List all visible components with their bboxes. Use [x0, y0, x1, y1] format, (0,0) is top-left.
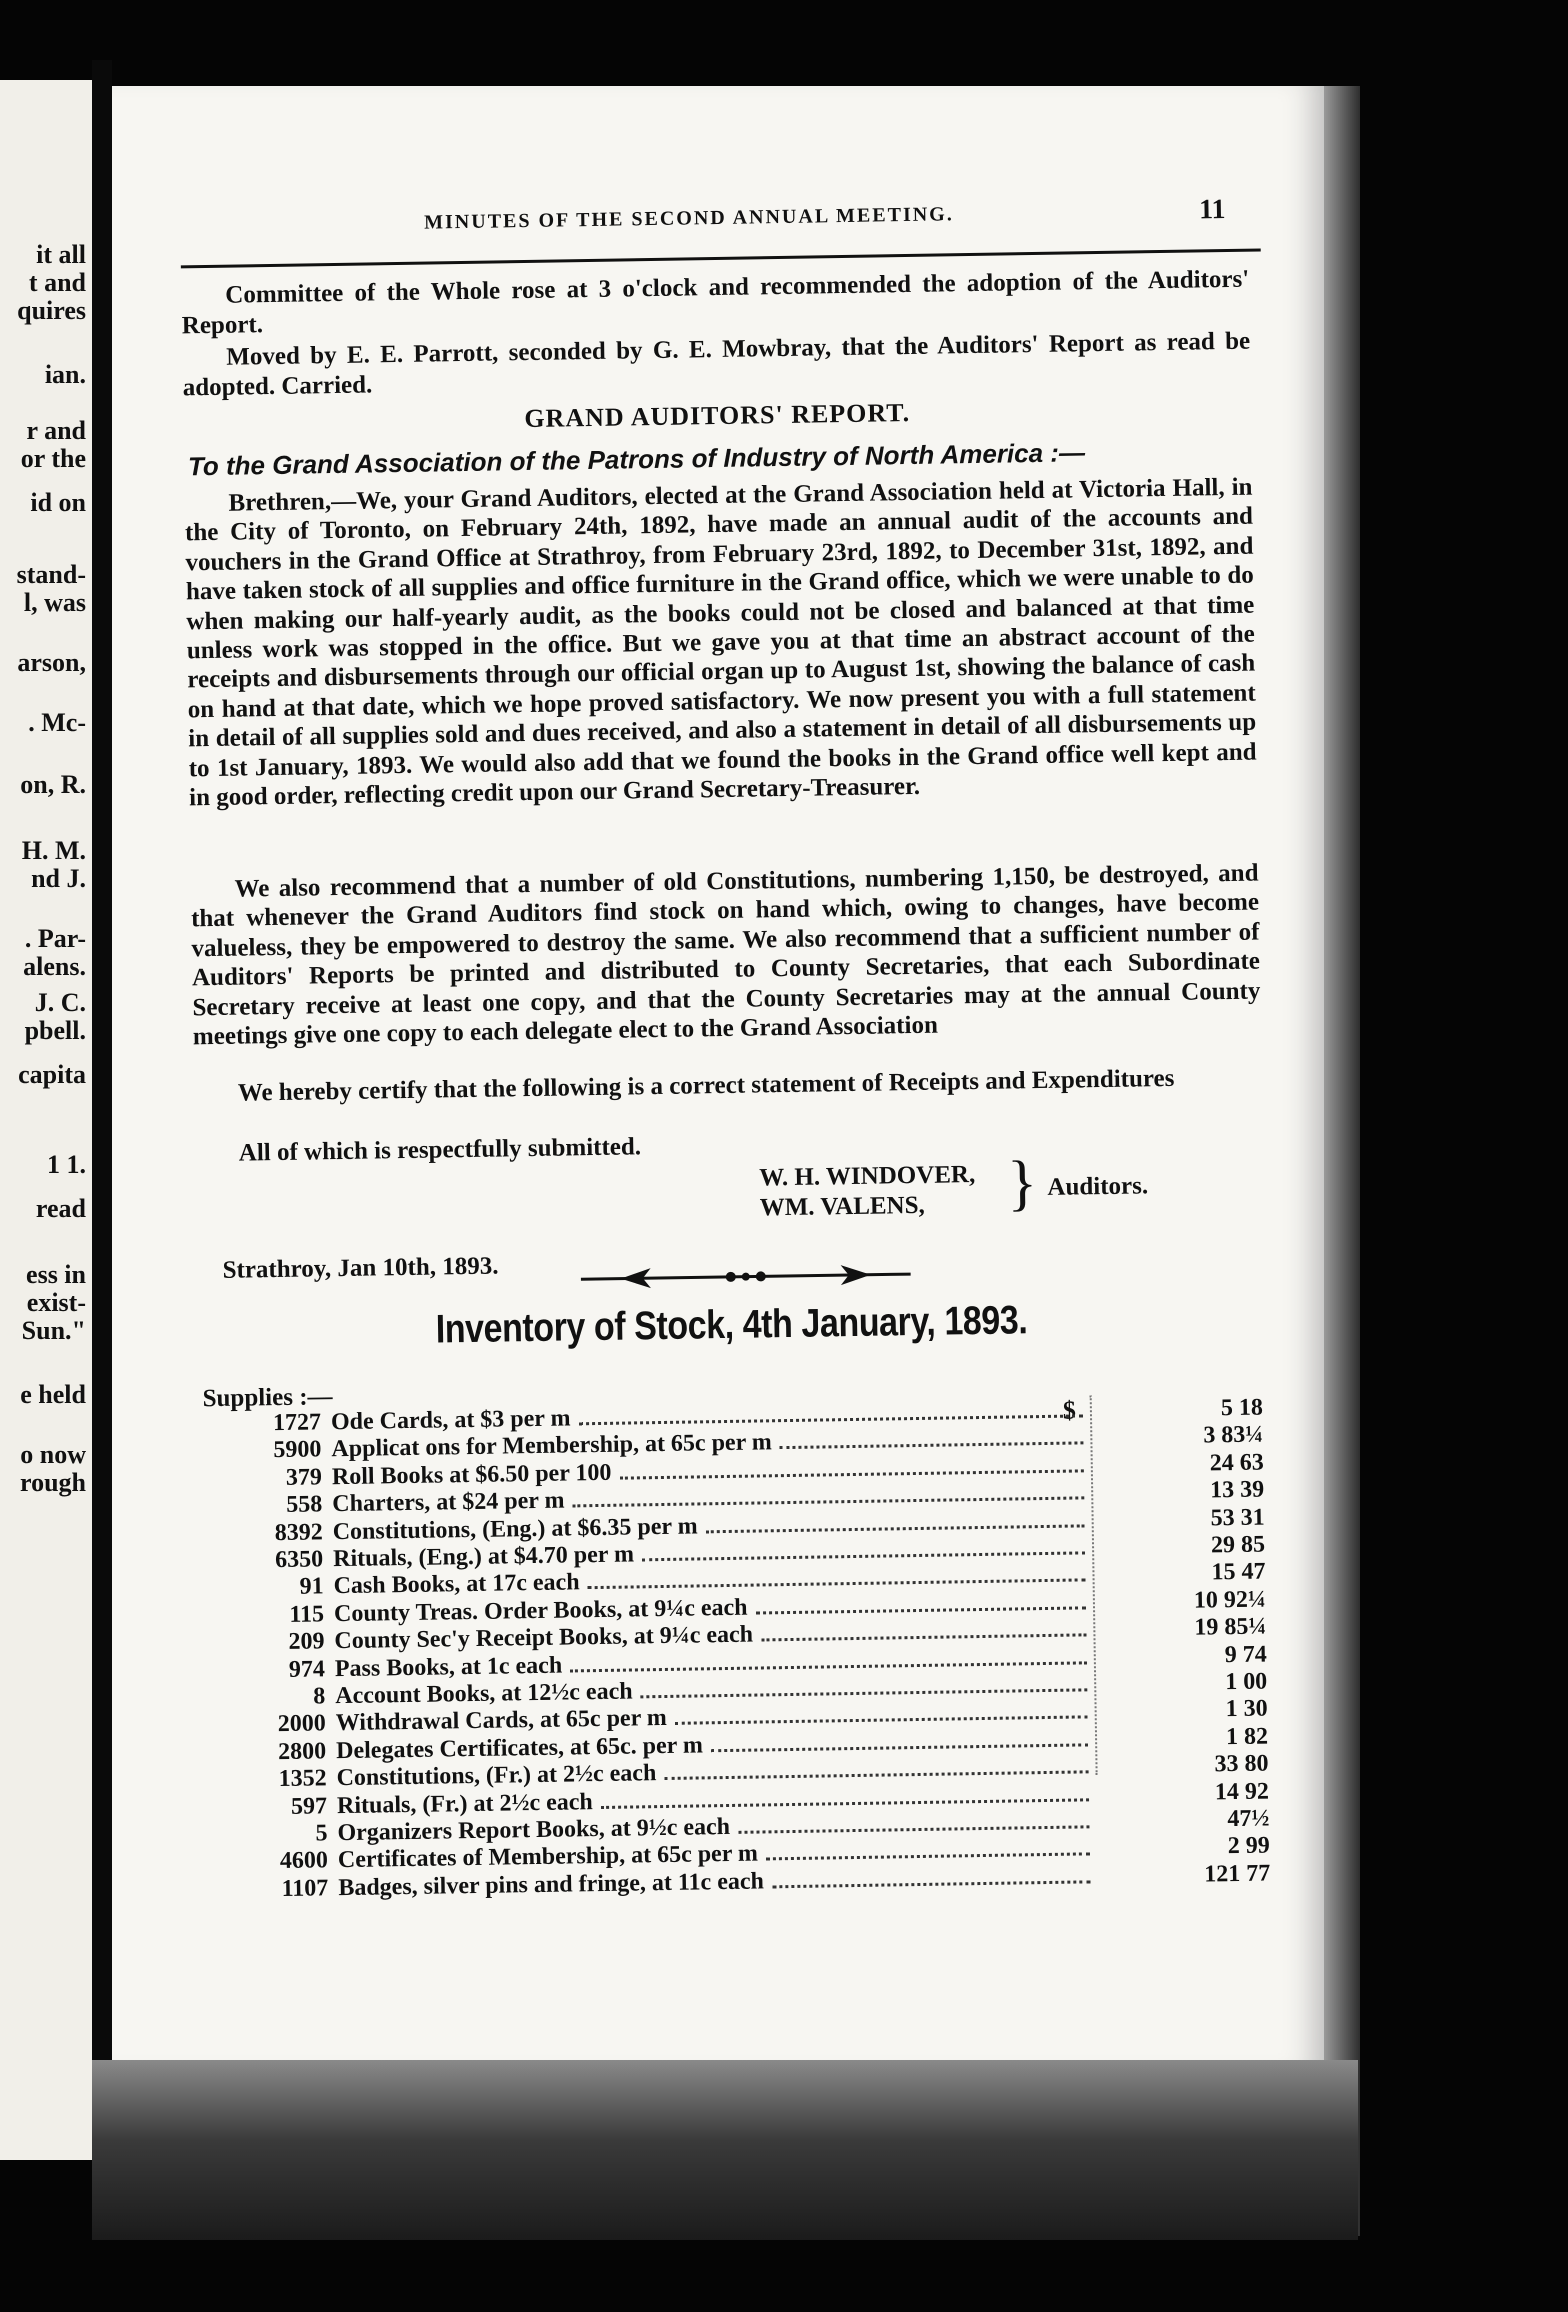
inventory-amount: 1 30: [1225, 1695, 1268, 1723]
inventory-qty: 115: [289, 1601, 325, 1628]
inventory-description: Certificates of Membership, at 65c per m: [337, 1840, 759, 1874]
left-page-text: l, was: [23, 588, 86, 617]
intro-paragraph-2: Moved by E. E. Parrott, seconded by G. E. Mowbray, that the Auditors' Report as read be adopted. Carried.: [182, 327, 1251, 402]
inventory-qty: 6350: [274, 1546, 324, 1574]
signature-brace: }: [1006, 1149, 1038, 1218]
left-page-text: or the: [20, 444, 86, 473]
inventory-qty: 5900: [273, 1436, 322, 1464]
inventory-amount: 29 85: [1210, 1531, 1266, 1559]
report-paragraph-4: All of which is respectfully submitted.: [238, 1133, 642, 1167]
left-page-text: quires: [17, 296, 86, 325]
inventory-amount: 53 31: [1210, 1504, 1265, 1531]
inventory-description: Badges, silver pins and fringe, at 11c each: [338, 1868, 765, 1901]
left-page-text: . Mc-: [28, 708, 86, 737]
inventory-amount: 24 63: [1209, 1449, 1264, 1477]
dot-leader: [772, 1880, 1090, 1888]
left-page-text: J. C.: [34, 988, 86, 1017]
inventory-amount: 121 77: [1204, 1860, 1271, 1888]
inventory-description: County Treas. Order Books, at 9¼c each: [333, 1594, 748, 1627]
inventory-amount: 5 18: [1220, 1394, 1264, 1422]
dot-leader: [675, 1716, 1088, 1725]
report-title: GRAND AUDITORS' REPORT.: [524, 397, 911, 434]
inventory-amount: 19 85¼: [1194, 1613, 1267, 1641]
left-page-text: read: [35, 1194, 86, 1223]
inventory-description: Pass Books, at 1c each: [334, 1652, 563, 1682]
dot-leader: [620, 1469, 1084, 1479]
page-edge: [1324, 86, 1360, 2236]
inventory-amount: 15 47: [1211, 1558, 1266, 1586]
inventory-description: Delegates Certificates, at 65c. per m: [335, 1732, 704, 1764]
left-page-text: it all: [36, 240, 86, 269]
inventory-description: Account Books, at 12½c each: [335, 1678, 633, 1710]
left-page-text: rough: [20, 1468, 86, 1497]
left-page-text: pbell.: [24, 1016, 86, 1045]
inventory-amount: 1 00: [1225, 1668, 1268, 1696]
dollar-sign: $: [1062, 1395, 1077, 1425]
left-page-text: Sun.": [21, 1316, 86, 1345]
page-bottom-edge: [92, 2060, 1358, 2240]
inventory-amount: 47½: [1227, 1805, 1270, 1833]
inventory-amount: 10 92¼: [1193, 1586, 1267, 1614]
inventory-qty: 2800: [277, 1738, 327, 1765]
left-page-text: capita: [18, 1060, 86, 1089]
left-page-text: arson,: [17, 648, 86, 677]
header-rule: [181, 248, 1261, 268]
left-page-fragment: [0, 80, 92, 2160]
inventory-qty: 5: [315, 1820, 328, 1847]
inventory-qty: 209: [288, 1628, 325, 1656]
document-page: [112, 86, 1324, 2066]
place-date: Strathroy, Jan 10th, 1893.: [222, 1252, 499, 1284]
intro-paragraph-1: Committee of the Whole rose at 3 o'clock and recommended the adoption of the Auditors' Report.: [181, 265, 1250, 340]
dot-leader: [570, 1661, 1087, 1672]
report-paragraph-2: We also recommend that a number of old Constitutions, numbering 1,150, be destroyed, and that whenever the Grand Auditors find stock on hand which, owing to changes, have become valueless, they be empowered to destroy the same. We also recommend that a sufficient number of Auditors' Reports be printed and distributed to County Secretaries, that each Subordinate Secretary receive at least one copy, and that the County Secretaries may at the annual County meetings give one copy to each delegate elect to the Grand Association: [190, 859, 1261, 1051]
inventory-description: Applicat ons for Membership, at 65c per m: [331, 1429, 773, 1463]
inventory-qty: 8392: [274, 1518, 323, 1546]
left-page-text: exist-: [26, 1288, 86, 1317]
inventory-qty: 2000: [277, 1710, 326, 1738]
dot-leader: [579, 1414, 1083, 1425]
left-page-text: on, R.: [20, 770, 86, 799]
inventory-amount: 9 74: [1224, 1641, 1267, 1668]
inventory-qty: 379: [285, 1464, 323, 1491]
left-page-text: id on: [30, 488, 86, 517]
inventory-qty: 8: [313, 1683, 326, 1710]
left-page-text: H. M.: [21, 836, 86, 865]
inventory-description: Rituals, (Eng.) at $4.70 per m: [332, 1541, 635, 1573]
inventory-description: Rituals, (Fr.) at 2½c each: [336, 1788, 593, 1819]
left-page-text: t and: [28, 268, 86, 297]
report-paragraph-3: We hereby certify that the following is a correct statement of Receipts and Expenditures: [237, 1064, 1175, 1107]
signatory-role: Auditors.: [1047, 1172, 1149, 1201]
inventory-amount: 33 80: [1214, 1750, 1269, 1778]
page-number: 11: [1198, 193, 1226, 226]
inventory-amount: 14 92: [1214, 1778, 1270, 1805]
inventory-description: Charters, at $24 per m: [332, 1487, 565, 1518]
inventory-description: Ode Cards, at $3 per m: [330, 1405, 571, 1436]
dot-leader: [642, 1551, 1085, 1561]
dot-leader: [572, 1497, 1084, 1508]
inventory-qty: 558: [286, 1491, 323, 1519]
inventory-qty: 597: [290, 1792, 328, 1820]
dot-leader: [706, 1524, 1085, 1533]
dot-leader: [738, 1825, 1089, 1834]
left-page-text: stand-: [16, 560, 86, 589]
dot-leader: [601, 1798, 1089, 1809]
dot-leader: [711, 1743, 1088, 1752]
ornamental-divider: [581, 1262, 911, 1291]
inventory-description: County Sec'y Receipt Books, at 9¼c each: [334, 1621, 754, 1655]
inventory-qty: 974: [288, 1655, 326, 1683]
inventory-description: Cash Books, at 17c each: [333, 1569, 580, 1600]
left-page-text: r and: [26, 416, 86, 445]
dot-leader: [665, 1771, 1089, 1781]
inventory-amount: 13 39: [1209, 1476, 1265, 1504]
left-page-text: o now: [20, 1440, 86, 1469]
book-gutter: [92, 60, 112, 2190]
dot-leader: [588, 1579, 1086, 1590]
inventory-qty: 91: [299, 1573, 324, 1601]
dot-leader: [761, 1634, 1086, 1642]
signatory-valens: WM. VALENS,: [759, 1191, 925, 1222]
inventory-amount: 1 82: [1225, 1723, 1269, 1750]
inventory-description: Constitutions, (Fr.) at 2½c each: [336, 1760, 657, 1792]
inventory-qty: 1107: [281, 1875, 329, 1902]
inventory-qty: 4600: [279, 1847, 329, 1875]
left-page-text: ess in: [26, 1260, 86, 1289]
inventory-description: Withdrawal Cards, at 65c per m: [335, 1705, 668, 1737]
dot-leader: [779, 1442, 1083, 1450]
inventory-description: Roll Books at $6.50 per 100: [331, 1459, 612, 1490]
dot-leader: [640, 1688, 1087, 1698]
report-address: To the Grand Association of the Patrons of Industry of North America :—: [187, 437, 1086, 482]
left-page-text: nd J.: [31, 864, 86, 893]
signatory-windover: W. H. WINDOVER,: [759, 1161, 976, 1192]
inventory-qty: 1727: [272, 1409, 322, 1437]
inventory-qty: 1352: [278, 1765, 327, 1793]
left-page-text: 1 1.: [47, 1150, 86, 1179]
dot-leader: [766, 1853, 1090, 1861]
left-page-text: . Par-: [24, 924, 86, 953]
report-paragraph-1: Brethren,—We, your Grand Auditors, elected at the Grand Association held at Victoria Hall, in the City of Toronto, on February 24th, 1892, have made an annual audit of the accounts and vouchers in the Grand Office at Strathroy, from February 23rd, 1892, to December 31st, 1892, and have taken stock of all supplies and office furniture in the Grand office, which we were unable to do when making our half-yearly audit, as the books could not be closed and balanced at that time unless work was stopped in the office. But we gave you at that time an abstract account of the receipts and disbursements through our official organ up to August 1st, showing the balance of cash on hand at that date, which we hope proved satisfactory. We now present you with a full statement in detail of all supplies sold and dues received, and also a statement in detail of all disbursements up to 1st January, 1893. We would also add that we found the books in the Grand office well kept and in good order, reflecting credit upon our Grand Secretary-Treasurer.: [184, 473, 1257, 812]
inventory-description: Organizers Report Books, at 9½c each: [337, 1813, 731, 1847]
dot-leader: [756, 1606, 1086, 1614]
left-page-text: alens.: [23, 952, 86, 981]
inventory-description: Constitutions, (Eng.) at $6.35 per m: [332, 1513, 698, 1545]
supplies-label: Supplies :—: [202, 1383, 333, 1413]
inventory-title: Inventory of Stock, 4th January, 1893.: [435, 1298, 1028, 1352]
left-page-text: e held: [20, 1380, 86, 1409]
running-head: MINUTES OF THE SECOND ANNUAL MEETING.: [424, 203, 954, 234]
left-page-text: ian.: [44, 360, 86, 389]
inventory-amount: 3 83¼: [1203, 1421, 1264, 1449]
inventory-amount: 2 99: [1227, 1832, 1270, 1860]
